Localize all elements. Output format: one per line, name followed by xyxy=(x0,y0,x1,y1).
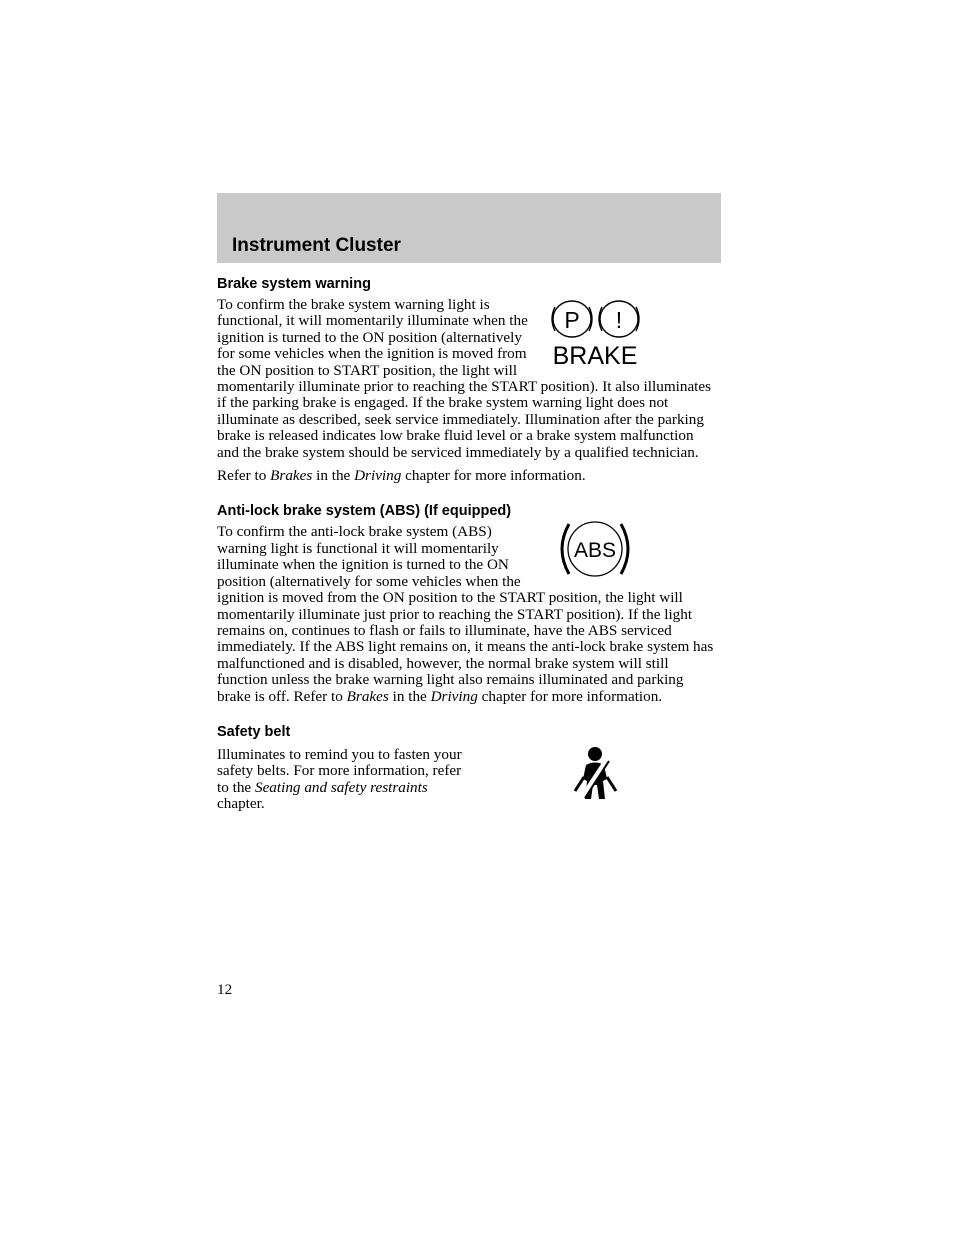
safety-belt-body: Illuminates to remind you to fasten your safety belts. For more information, refer to the Seating and safety restraints chapter. xyxy=(217,745,462,813)
brake-warning-body: To confirm the brake system warning light is functional, it will momentarily illuminate when the ignition is turned to the ON position (alternatively for some vehicles when the ignition is moved from the ON position to START position, the light will momentarily illuminate prior to reaching the START position). It also illuminates if the parking brake is engaged. If the brake system warning light does not illuminate as described, seek service immediately. Illumination after the parking brake is released indicates low brake fluid level or a brake system malfunction and the brake system should be serviced immediately by a qualified technician. xyxy=(217,296,712,461)
brake-label: BRAKE xyxy=(552,342,638,369)
brake-refer-text: Refer to Brakes in the Driving chapter for more information. xyxy=(217,467,586,485)
seatbelt-icon xyxy=(572,743,620,810)
safety-belt-section xyxy=(217,724,717,813)
brake-warning-heading: Brake system warning xyxy=(217,276,371,292)
page-number: 12 xyxy=(217,981,233,998)
abs-section xyxy=(217,503,717,704)
brake-p-letter: P xyxy=(564,307,580,333)
abs-body: To confirm the anti-lock brake system (ABS) warning light is functional it will momentarily illuminate when the ignition is turned to the ON position (alternatively for some vehicles when the ignition is moved from the ON position to the START position, the light will momentarily illuminate just prior to reaching the START position). If the light remains on, continues to flash or fails to illuminate, have the ABS serviced immediately. If the ABS light remains on, it means the anti-lock brake system has malfunctioned and is disabled, however, the normal brake system will still function unless the brake warning light also remains illuminated and parking brake is off. Refer to Brakes in the Driving chapter for more information. xyxy=(217,523,714,705)
section-header-band xyxy=(217,193,721,263)
brake-exclaim: ! xyxy=(615,307,623,333)
abs-label: ABS xyxy=(573,539,617,563)
brake-warning-icon xyxy=(545,299,645,374)
page-title: Instrument Cluster xyxy=(232,235,401,256)
abs-icon xyxy=(558,518,632,585)
brake-warning-section xyxy=(217,276,717,484)
main-content xyxy=(217,276,717,813)
safety-belt-heading: Safety belt xyxy=(217,723,291,740)
abs-heading: Anti-lock brake system (ABS) (If equipped) xyxy=(217,503,512,520)
